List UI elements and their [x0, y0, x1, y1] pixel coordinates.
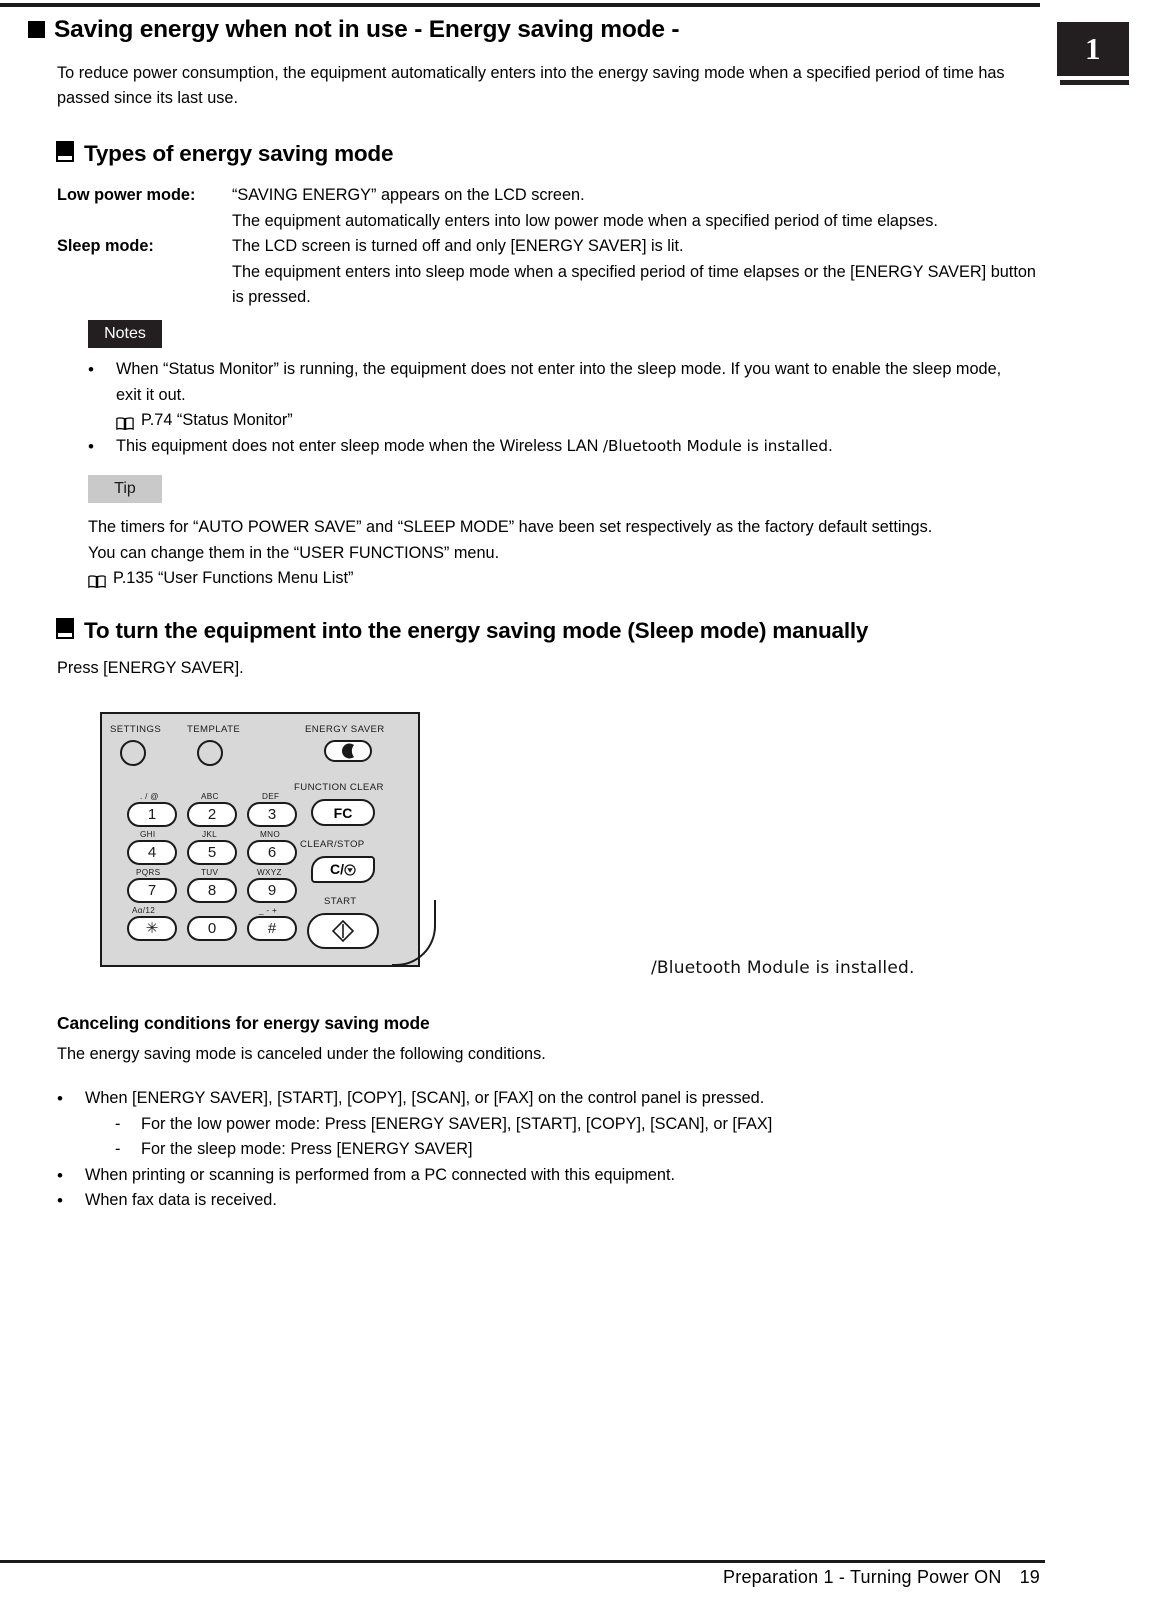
- definition-description: “SAVING ENERGY” appears on the LCD screen.: [232, 186, 585, 204]
- condition-text: When [ENERGY SAVER], [START], [COPY], [SCAN], or [FAX] on the control panel is pressed.: [85, 1089, 765, 1107]
- notes-badge: Notes: [88, 320, 162, 348]
- key-sublabel: TUV: [201, 868, 219, 877]
- settings-label: SETTINGS: [110, 724, 162, 735]
- page-number: 19: [1019, 1567, 1040, 1587]
- sub-list-item: [85, 1137, 1047, 1163]
- start-label: START: [324, 896, 357, 907]
- canceling-conditions-list: [57, 1086, 1047, 1214]
- section-heading-types: [56, 140, 393, 167]
- keypad-key-3[interactable]: 3: [247, 802, 297, 827]
- definition-row: [57, 234, 1042, 260]
- energy-saver-button[interactable]: [324, 740, 372, 762]
- keypad-key-8[interactable]: 8: [187, 878, 237, 903]
- key-sublabel: Aα/12: [132, 906, 156, 915]
- key-sublabel: _ - +: [259, 906, 278, 915]
- key-sublabel: PQRS: [136, 868, 161, 877]
- canceling-intro: The energy saving mode is canceled under the following conditions.: [57, 1045, 546, 1063]
- list-item: [88, 434, 1028, 460]
- dash-bullet-icon: -: [115, 1114, 121, 1133]
- section-heading-types-text: Types of energy saving mode: [84, 141, 394, 166]
- list-item: [88, 357, 1028, 434]
- template-label: TEMPLATE: [187, 724, 241, 735]
- keypad-key-1[interactable]: 1: [127, 802, 177, 827]
- note-text: When “Status Monitor” is running, the equipment does not enter into the sleep mode. If you want to enable the sleep mode, exit it out.: [116, 360, 1002, 404]
- key-sublabel: . / @: [140, 792, 159, 801]
- keypad-key-4[interactable]: 4: [127, 840, 177, 865]
- cross-reference-text: P.74 “Status Monitor”: [141, 411, 293, 430]
- keypad-key-2[interactable]: 2: [187, 802, 237, 827]
- checkbox-bullet-icon: [56, 141, 74, 162]
- list-item: [57, 1086, 1047, 1163]
- note-annotation: /Bluetooth Module is installed.: [602, 436, 833, 455]
- definition-row: [57, 183, 1042, 209]
- bullet-dot-icon: •: [88, 436, 94, 456]
- settings-button[interactable]: [120, 740, 146, 766]
- subsection-heading-canceling: Canceling conditions for energy saving mode: [57, 1013, 430, 1033]
- definition-term-spacer: [57, 260, 232, 311]
- definition-description: The equipment enters into sleep mode when a specified period of time elapses or the [ENERGY SAVER] button is pressed.: [232, 262, 1036, 307]
- section-heading-manual: [56, 617, 868, 644]
- bullet-dot-icon: •: [88, 360, 94, 379]
- key-sublabel: WXYZ: [257, 868, 282, 877]
- keypad-key-0[interactable]: 0: [187, 916, 237, 941]
- chapter-tab: 1: [1057, 22, 1129, 76]
- stop-icon: [347, 868, 353, 872]
- intro-paragraph: To reduce power consumption, the equipment automatically enters into the energy saving mode when a specified period of time has passed since its last use.: [57, 64, 1005, 107]
- chapter-tab-underline: [1060, 80, 1129, 85]
- clear-stop-key-text: C/: [330, 861, 344, 877]
- condition-text: When fax data is received.: [85, 1191, 277, 1210]
- function-clear-button[interactable]: FC: [311, 799, 375, 826]
- definition-row: [57, 209, 1042, 235]
- keypad-key-asterisk[interactable]: ✳: [127, 916, 177, 941]
- diagram-annotation: /Bluetooth Module is installed.: [651, 958, 915, 978]
- list-item: [57, 1188, 1047, 1214]
- note-text: This equipment does not enter sleep mode when the Wireless LAN: [116, 436, 603, 455]
- book-icon: [116, 414, 134, 429]
- footer-title: Preparation 1 - Turning Power ON: [723, 1567, 1002, 1587]
- definition-term: Sleep mode:: [57, 237, 154, 256]
- clear-stop-button[interactable]: [311, 856, 375, 883]
- definition-list: [57, 183, 1042, 311]
- template-button[interactable]: [197, 740, 223, 766]
- footer-rule: [0, 1560, 1045, 1563]
- page-title: [28, 16, 1028, 44]
- keypad-key-5[interactable]: 5: [187, 840, 237, 865]
- book-icon: [88, 572, 106, 587]
- control-panel-diagram: [100, 712, 420, 967]
- bullet-dot-icon: •: [57, 1165, 63, 1185]
- key-sublabel: MNO: [260, 830, 281, 839]
- definition-term-spacer: [57, 209, 232, 235]
- energy-saver-label: ENERGY SAVER: [305, 724, 385, 735]
- definition-row: [57, 260, 1042, 311]
- section-heading-manual-text: To turn the equipment into the energy saving mode (Sleep mode) manually: [84, 618, 869, 643]
- bullet-dot-icon: •: [57, 1089, 63, 1108]
- definition-description: The LCD screen is turned off and only [ENERGY SAVER] is lit.: [232, 237, 684, 256]
- condition-text: When printing or scanning is performed from a PC connected with this equipment.: [85, 1165, 676, 1184]
- sub-condition-text: For the low power mode: Press [ENERGY SAVER], [START], [COPY], [SCAN], or [FAX]: [141, 1114, 773, 1133]
- press-instruction: Press [ENERGY SAVER].: [57, 659, 244, 677]
- cross-reference-text: P.135 “User Functions Menu List”: [113, 569, 354, 588]
- keypad-key-7[interactable]: 7: [127, 878, 177, 903]
- tip-body: [88, 515, 1043, 592]
- tip-line: You can change them in the “USER FUNCTIONS” menu.: [88, 543, 500, 562]
- checkbox-bullet-icon: [56, 618, 74, 639]
- definition-description: The equipment automatically enters into low power mode when a specified period of time elapses.: [232, 211, 938, 230]
- definition-term: Low power mode:: [57, 186, 196, 204]
- start-button[interactable]: [307, 913, 379, 949]
- clear-stop-label: CLEAR/STOP: [300, 839, 365, 850]
- cross-reference: [116, 408, 1028, 434]
- moon-icon: [342, 744, 354, 759]
- tip-badge: Tip: [88, 475, 162, 503]
- key-sublabel: JKL: [202, 830, 218, 839]
- dash-bullet-icon: -: [115, 1140, 121, 1159]
- keypad-key-hash[interactable]: #: [247, 916, 297, 941]
- footer: [0, 1567, 1040, 1588]
- key-sublabel: GHI: [140, 830, 156, 839]
- keypad-key-9[interactable]: 9: [247, 878, 297, 903]
- panel-edge-curve: [392, 900, 436, 966]
- sub-list-item: [85, 1112, 1047, 1138]
- tip-line: The timers for “AUTO POWER SAVE” and “SLEEP MODE” have been set respectively as the factory default settings.: [88, 518, 933, 536]
- key-sublabel: ABC: [201, 792, 219, 801]
- bullet-dot-icon: •: [57, 1191, 63, 1211]
- function-clear-label: FUNCTION CLEAR: [294, 782, 384, 793]
- notes-list: [88, 357, 1028, 459]
- keypad-key-6[interactable]: 6: [247, 840, 297, 865]
- page-title-text: Saving energy when not in use - Energy saving mode -: [54, 16, 680, 43]
- cross-reference: [88, 566, 1043, 592]
- square-bullet-icon: [28, 21, 45, 38]
- list-item: [57, 1163, 1047, 1189]
- key-sublabel: DEF: [262, 792, 280, 801]
- sub-condition-text: For the sleep mode: Press [ENERGY SAVER]: [141, 1140, 473, 1159]
